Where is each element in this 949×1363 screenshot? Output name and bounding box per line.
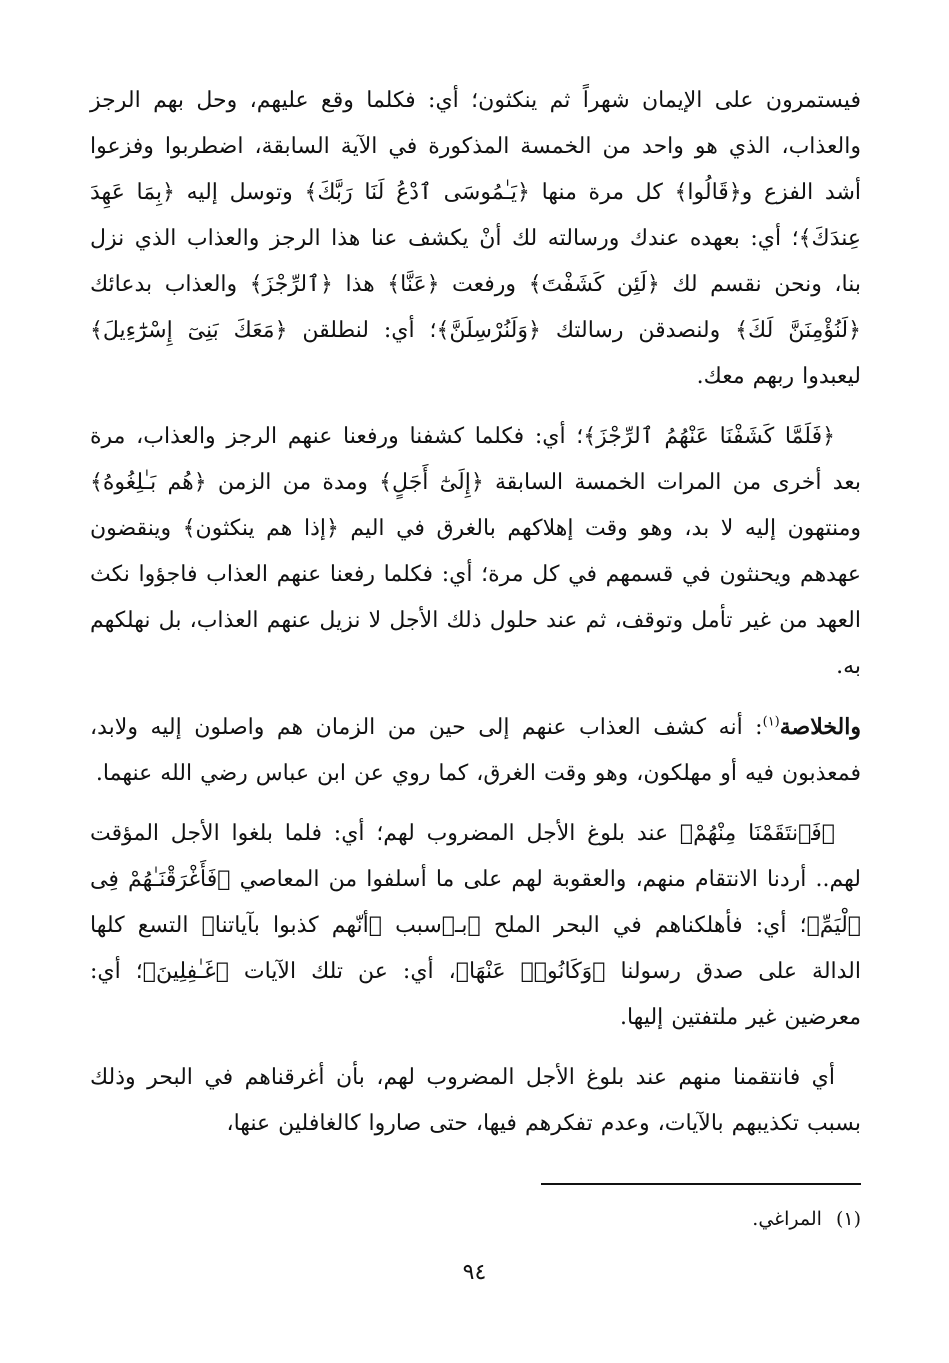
footnote-text: المراغي. [752,1208,822,1230]
paragraph-2-text: ﴿فَلَمَّا كَشَفْنَا عَنْهُمُ ٱلرِّجْزَ﴾؛ أي: فكلما كشفنا ورفعنا عنهم الرجز والعذاب، مرة بعد أخرى من المرات الخمسة السابقة ﴿إِلَىٰٓ أَجَلٍ﴾ ومدة من الزمن ﴿هُم بَـٰلِغُوهُ﴾ ومنتهون إليه لا بد، وهو وقت إهلاكهم بالغرق في اليم ﴿إذا هم ينكثون﴾ وينقضون عهدهم ويحنثون في قسمهم في كل مرة؛ أي: فكلما رفعنا عنهم العذاب فاجؤوا نكث العهد من غير تأمل وتوقف، ثم عند حلول ذلك الأجل لا نزيل عنهم العذاب، بل نهلكهم به. [90,424,861,679]
footnote-number: (١) [835,1208,861,1230]
paragraph-1-text: فيستمرون على الإيمان شهراً ثم ينكثون؛ أي: فكلما وقع عليهم، وحل بهم الرجز والعذاب، الذي هو واحد من الخمسة المذكورة في الآية السابقة، اضطربوا وفزعوا أشد الفزع و﴿قَالُوا﴾ كل مرة منها ﴿يَـٰمُوسَى ٱدْعُ لَنَا رَبَّكَ﴾ وتوسل إليه ﴿بِمَا عَهِدَ عِندَكَ﴾؛ أي: بعهده عندك ورسالته لك أنْ يكشف عنا هذا الرجز والعذاب الذي نزل بنا، ونحن نقسم لك ﴿لَئِن كَشَفْتَ﴾ ورفعت ﴿عَنَّا﴾ هذا ﴿ٱلرِّجْزَ﴾ والعذاب بدعائك ﴿لَنُؤْمِنَنَّ لَكَ﴾ ولنصدقن رسالتك ﴿وَلَنُرْسِلَنَّ﴾؛ أي: لنطلقن ﴿مَعَكَ بَنِىٓ إِسْرَٰٓءِيلَ﴾ ليعبدوا ربهم معك. [90,88,861,389]
footnote-separator [541,1183,861,1185]
paragraph-3 [90,704,861,797]
paragraph-1 [90,78,861,400]
summary-heading: والخلاصة [779,714,861,740]
paragraph-3-text: : أنه كشف العذاب عنهم إلى حين من الزمان هم واصلون إليه ولابد، فمعذبون فيه أو مهلكون، وهو وقت الغرق، كما روي عن ابن عباس رضي الله عنهما. [90,715,861,786]
page-number: ٩٤ [462,1260,487,1285]
paragraph-5-text: أي فانتقمنا منهم عند بلوغ الأجل المضروب لهم، بأن أغرقناهم في البحر وذلك بسبب تكذيبهم بالآيات، وعدم تفكرهم فيها، حتى صاروا كالغافلين عنها، [90,1065,861,1136]
paragraph-4-text: ﴿فَٱنتَقَمْنَا مِنْهُمْ﴾ عند بلوغ الأجل المضروب لهم؛ أي: فلما بلغوا الأجل المؤقت لهم.. أردنا الانتقام منهم، والعقوبة لهم على ما أسلفوا من المعاصي ﴿فَأَغْرَقْنَـٰهُمْ فِى ٱلْيَمِّ﴾؛ أي: فأهلكناهم في البحر الملح ﴿بـ﴾سبب ﴿أنّهم كذبوا بآياتنا﴾ التسع كلها الدالة على صدق رسولنا ﴿وَكَانُوا۟ عَنْهَا﴾، أي: عن تلك الآيات ﴿غَـٰفِلِينَ﴾؛ أي: معرضين غير ملتفتين إليها. [90,821,861,1030]
paragraph-4 [90,811,861,1041]
paragraph-2 [90,414,861,690]
footnote [361,1204,861,1234]
paragraph-5 [90,1055,861,1147]
footnote-reference: (١) [762,714,780,730]
body-text [90,78,861,1161]
